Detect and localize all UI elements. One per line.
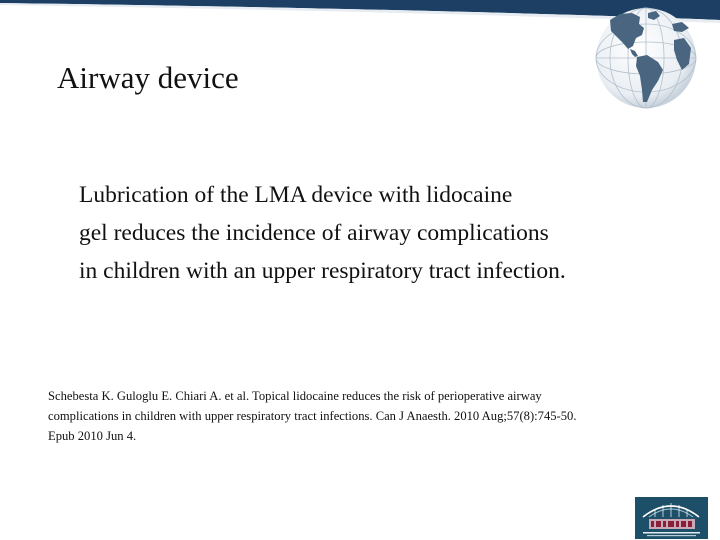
globe-icon [590,4,702,112]
citation-line: Epub 2010 Jun 4. [48,429,137,443]
slide-title: Airway device [57,60,239,95]
body-line: Lubrication of the LMA device with lidocaine [79,182,513,208]
society-logo-icon [635,497,708,539]
citation-line: Schebesta K. Guloglu E. Chiari A. et al. Topical lidocaine reduces the risk of perioperative airway [48,389,542,403]
reference-citation [48,386,688,446]
body-line: gel reduces the incidence of airway complications [79,220,549,246]
citation-line: complications in children with upper respiratory tract infections. Can J Anaesth. 2010 Aug;57(8):745-50. [48,409,577,423]
body-line: in children with an upper respiratory tract infection. [79,258,566,284]
body-paragraph [79,176,699,290]
